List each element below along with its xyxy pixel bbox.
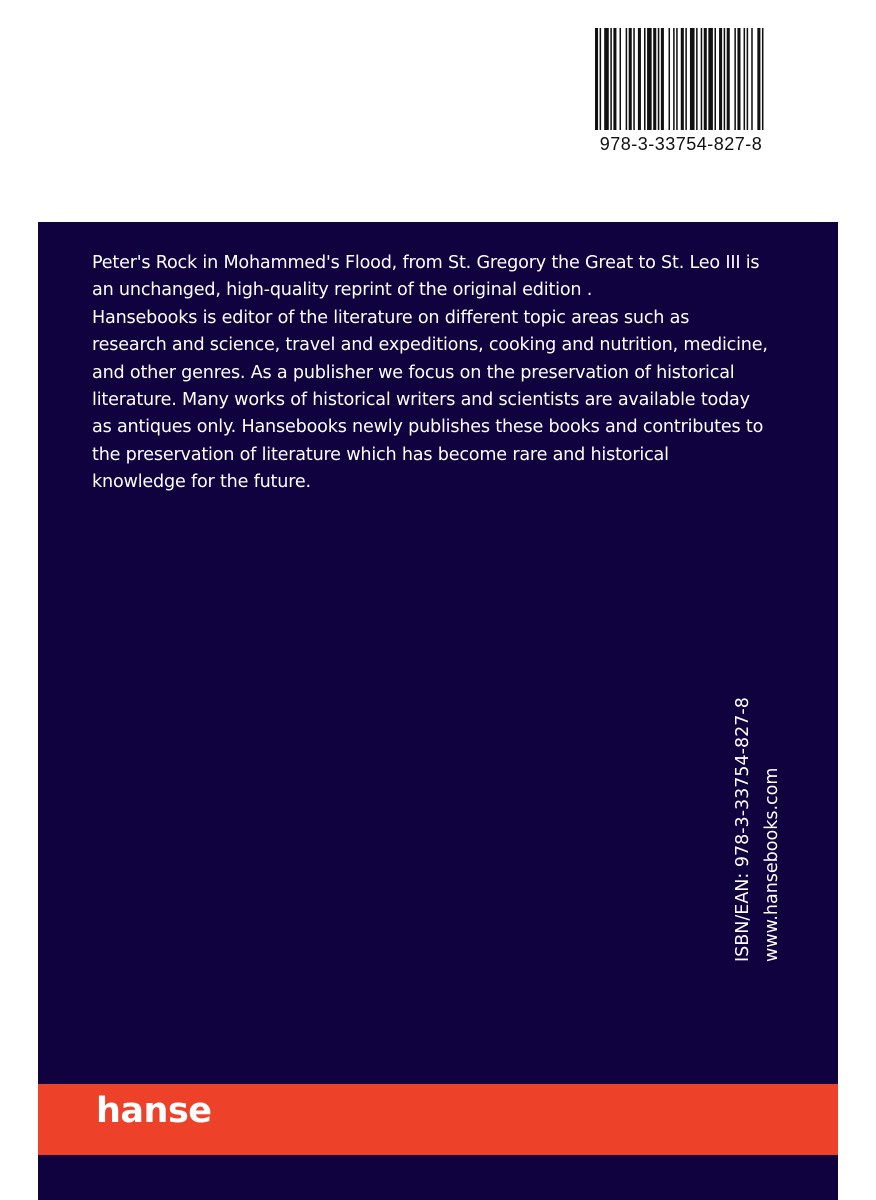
barcode-bar [676, 28, 678, 130]
barcode-bar [727, 28, 730, 130]
hanse-logo [96, 1092, 222, 1142]
barcode-bar [681, 28, 684, 130]
barcode-bar [696, 28, 698, 130]
barcode-number: 978-3-33754-827-8 [599, 134, 763, 154]
barcode-bar [638, 28, 641, 130]
barcode-bar [744, 28, 746, 130]
barcode-bar [714, 28, 716, 130]
barcode-bar [685, 28, 687, 130]
isbn-ean-text: ISBN/EAN: 978-3-33754-827-8 [733, 697, 753, 962]
description-line: an unchanged, high-quality reprint of the original edition . [92, 280, 593, 301]
barcode-bar [701, 28, 703, 130]
vertical-info [728, 692, 798, 992]
website-text: www.hansebooks.com [762, 767, 782, 962]
barcode-bar [613, 28, 616, 130]
barcode-bar [762, 28, 764, 130]
barcode-bar [704, 28, 707, 130]
barcode-bar [757, 28, 760, 130]
barcode-bar [620, 28, 622, 130]
barcode-bar [595, 28, 598, 130]
barcode-bar [673, 28, 675, 130]
barcode-bar [658, 28, 660, 130]
barcode-bar [661, 28, 664, 130]
barcode-bar [647, 28, 652, 130]
barcode-bar [629, 28, 632, 130]
barcode-bar [724, 28, 726, 130]
barcode-bar [751, 28, 753, 130]
description-line: the preservation of literature which has become rare and historical [92, 444, 669, 465]
barcode-bar [626, 28, 628, 130]
barcode-bar [600, 28, 602, 130]
barcode-bar [669, 28, 671, 130]
barcode-bar [747, 28, 749, 130]
barcode-bar [644, 28, 646, 130]
book-description [92, 250, 792, 497]
description-line: Peter's Rock in Mohammed's Flood, from St. Gregory the Great to St. Leo III is [92, 253, 760, 273]
publisher-band [38, 1084, 838, 1155]
barcode-bar [737, 28, 740, 130]
barcode-bar [653, 28, 656, 130]
description-line: Hansebooks is editor of the literature on different topic areas such as [92, 307, 690, 328]
barcode-bar [719, 28, 722, 130]
description-line: literature. Many works of historical writers and scientists are available today [92, 390, 750, 411]
barcode-bar [610, 28, 612, 130]
barcode-bar [708, 28, 713, 130]
barcode-bar [604, 28, 609, 130]
description-line: as antiques only. Hansebooks newly publishes these books and contributes to [92, 417, 764, 438]
description-line: and other genres. As a publisher we focus on the preservation of historical [92, 362, 735, 383]
barcode-bars [595, 28, 765, 130]
logo-wordmark: hanse [96, 1091, 212, 1131]
barcode-bar [734, 28, 736, 130]
description-line: research and science, travel and expeditions, cooking and nutrition, medicine, [92, 335, 768, 356]
description-line: knowledge for the future. [92, 472, 311, 493]
barcode-bar [690, 28, 695, 130]
barcode [588, 28, 774, 163]
back-cover-panel [38, 222, 838, 1200]
logo-swoosh-icon [96, 1130, 216, 1144]
barcode-bar [633, 28, 635, 130]
